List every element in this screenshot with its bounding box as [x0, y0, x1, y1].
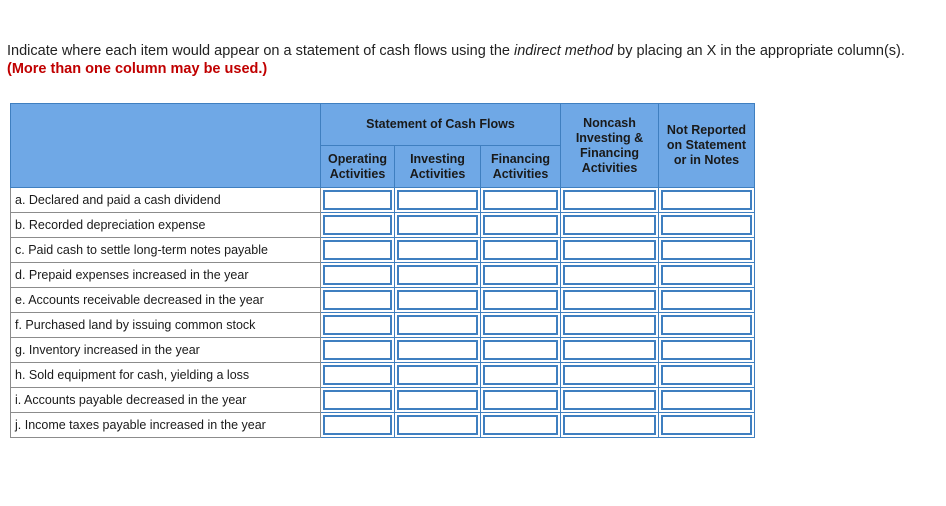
operating-input[interactable] — [323, 315, 392, 335]
investing-input[interactable] — [397, 190, 478, 210]
noncash-input[interactable] — [563, 340, 656, 360]
table-row — [11, 363, 755, 388]
noncash-input[interactable] — [563, 265, 656, 285]
table-row — [11, 338, 755, 363]
noncash-input[interactable] — [563, 290, 656, 310]
investing-input[interactable] — [397, 390, 478, 410]
noncash-activities-label: Noncash Investing & Financing Activities — [575, 115, 644, 175]
table-row — [11, 388, 755, 413]
not-reported-input[interactable] — [661, 190, 752, 210]
financing-input[interactable] — [483, 290, 558, 310]
table-row — [11, 213, 755, 238]
row-label: c. Paid cash to settle long-term notes payable — [11, 238, 321, 263]
table-row — [11, 413, 755, 438]
investing-input[interactable] — [397, 365, 478, 385]
row-label: a. Declared and paid a cash dividend — [11, 188, 321, 213]
financing-input[interactable] — [483, 340, 558, 360]
financing-input[interactable] — [483, 265, 558, 285]
financing-activities-label: Financing Activities — [490, 151, 551, 181]
row-label: e. Accounts receivable decreased in the year — [11, 288, 321, 313]
not-reported-input[interactable] — [661, 240, 752, 260]
noncash-input[interactable] — [563, 415, 656, 435]
table-row — [11, 238, 755, 263]
operating-input[interactable] — [323, 415, 392, 435]
investing-input[interactable] — [397, 315, 478, 335]
not-reported-input[interactable] — [661, 415, 752, 435]
not-reported-label: Not Reported on Statement or in Notes — [666, 123, 747, 167]
operating-input[interactable] — [323, 340, 392, 360]
not-reported-input[interactable] — [661, 290, 752, 310]
financing-input[interactable] — [483, 240, 558, 260]
investing-input[interactable] — [397, 290, 478, 310]
not-reported-input[interactable] — [661, 390, 752, 410]
noncash-input[interactable] — [563, 390, 656, 410]
investing-activities-label: Investing Activities — [409, 151, 466, 181]
row-label: h. Sold equipment for cash, yielding a loss — [11, 363, 321, 388]
instructions-text-end: by placing an X in the appropriate column(s). — [613, 43, 905, 59]
instructions-text: Indicate where each item would appear on a statement of cash flows using the — [7, 43, 514, 59]
financing-activities-header — [481, 146, 561, 188]
noncash-input[interactable] — [563, 240, 656, 260]
investing-input[interactable] — [397, 415, 478, 435]
not-reported-header — [659, 104, 755, 188]
cash-flow-classification-table — [10, 103, 755, 438]
noncash-input[interactable] — [563, 365, 656, 385]
table-row — [11, 288, 755, 313]
table-row — [11, 263, 755, 288]
noncash-input[interactable] — [563, 315, 656, 335]
operating-input[interactable] — [323, 390, 392, 410]
row-label: b. Recorded depreciation expense — [11, 213, 321, 238]
row-label: d. Prepaid expenses increased in the year — [11, 263, 321, 288]
investing-input[interactable] — [397, 265, 478, 285]
row-label: i. Accounts payable decreased in the year — [11, 388, 321, 413]
financing-input[interactable] — [483, 415, 558, 435]
not-reported-input[interactable] — [661, 340, 752, 360]
operating-activities-label: Operating Activities — [327, 151, 388, 181]
investing-input[interactable] — [397, 340, 478, 360]
not-reported-input[interactable] — [661, 315, 752, 335]
indirect-method-emphasis: indirect method — [514, 43, 614, 59]
not-reported-input[interactable] — [661, 265, 752, 285]
investing-input[interactable] — [397, 215, 478, 235]
financing-input[interactable] — [483, 315, 558, 335]
operating-input[interactable] — [323, 365, 392, 385]
noncash-activities-header — [561, 104, 659, 188]
instructions — [7, 42, 927, 78]
row-label: f. Purchased land by issuing common stock — [11, 313, 321, 338]
not-reported-input[interactable] — [661, 365, 752, 385]
header-blank-cell — [11, 104, 321, 188]
financing-input[interactable] — [483, 365, 558, 385]
table-row — [11, 313, 755, 338]
row-label: j. Income taxes payable increased in the year — [11, 413, 321, 438]
multiple-columns-note: (More than one column may be used.) — [7, 61, 268, 77]
noncash-input[interactable] — [563, 215, 656, 235]
investing-input[interactable] — [397, 240, 478, 260]
operating-input[interactable] — [323, 290, 392, 310]
noncash-input[interactable] — [563, 190, 656, 210]
not-reported-input[interactable] — [661, 215, 752, 235]
statement-of-cash-flows-header: Statement of Cash Flows — [321, 104, 561, 146]
financing-input[interactable] — [483, 190, 558, 210]
operating-activities-header — [321, 146, 395, 188]
financing-input[interactable] — [483, 215, 558, 235]
operating-input[interactable] — [323, 190, 392, 210]
operating-input[interactable] — [323, 240, 392, 260]
row-label: g. Inventory increased in the year — [11, 338, 321, 363]
operating-input[interactable] — [323, 265, 392, 285]
investing-activities-header — [395, 146, 481, 188]
financing-input[interactable] — [483, 390, 558, 410]
operating-input[interactable] — [323, 215, 392, 235]
table-row — [11, 188, 755, 213]
